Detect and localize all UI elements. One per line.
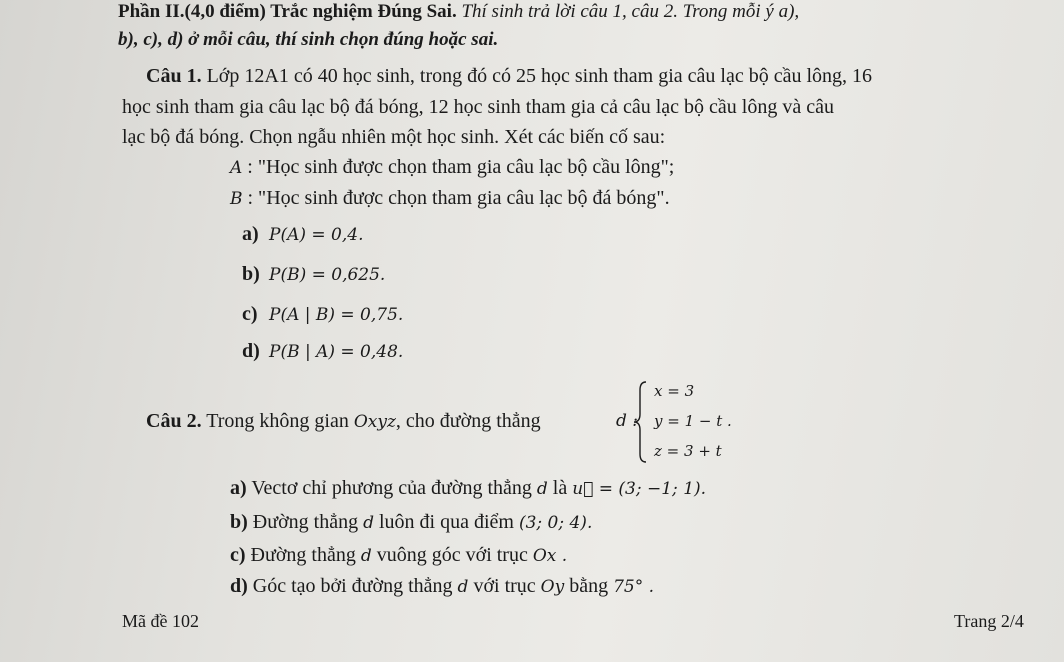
section-instruction: Thí sinh trả lời câu 1, câu 2. Trong mỗi ý a),: [461, 1, 800, 22]
option-letter: b): [230, 511, 248, 533]
q2-option-d: [230, 574, 654, 599]
q1-option-a: [242, 222, 363, 247]
q1-event-b: [230, 186, 670, 211]
option-math: Ox .: [532, 546, 568, 566]
option-letter: c): [242, 303, 258, 325]
option-var: d: [360, 546, 372, 566]
line-system: [618, 380, 758, 464]
system-eq-2: y = 1 − t .: [654, 412, 732, 430]
option-math: u⃗ = (3; −1; 1).: [572, 479, 707, 499]
q1-option-c: [242, 302, 403, 327]
option-text-2: là: [552, 477, 568, 499]
option-math: Oy: [540, 577, 565, 597]
option-text: Góc tạo bởi đường thẳng: [252, 575, 453, 597]
option-letter: b): [242, 263, 260, 285]
q1-text-2: học sinh tham gia câu lạc bộ đá bóng, 12 học sinh tham gia cả câu lạc bộ cầu lông và câu: [122, 96, 834, 118]
option-text: Đường thẳng: [250, 544, 356, 566]
event-a-symbol: A: [230, 158, 243, 178]
option-letter: a): [230, 477, 247, 499]
exam-code: Mã đề 102: [122, 611, 199, 631]
event-b-text: : "Học sinh được chọn tham gia câu lạc bộ đá bóng".: [247, 187, 670, 209]
q2-text: Trong không gian: [206, 410, 349, 432]
q2-option-b: [230, 510, 592, 535]
q1-option-d: [242, 339, 403, 364]
option-math: P(B | A) = 0,48.: [269, 342, 404, 362]
q2-stem: [146, 409, 541, 434]
line-name: d :: [616, 411, 639, 431]
section-header: [118, 0, 799, 24]
option-text-2: luôn đi qua điểm: [378, 511, 514, 533]
q1-line-1: [146, 64, 872, 88]
option-math: P(A) = 0,4.: [269, 225, 364, 245]
option-letter: d): [230, 575, 248, 597]
page-number: Trang 2/4: [954, 611, 1024, 631]
option-var: d: [363, 513, 374, 533]
event-b-symbol: B: [230, 189, 243, 209]
option-text: Vectơ chỉ phương của đường thẳng: [251, 477, 532, 499]
option-var: d: [536, 479, 548, 499]
option-var: d: [457, 577, 469, 597]
q2-label: Câu 2.: [146, 410, 202, 432]
option-letter: d): [242, 340, 260, 362]
system-eq-3: z = 3 + t: [654, 442, 722, 460]
option-letter: a): [242, 223, 259, 245]
option-text-3: bằng: [569, 575, 609, 597]
option-math: P(B) = 0,625.: [269, 265, 386, 285]
q2-option-c: [230, 543, 567, 568]
q1-text-1: Lớp 12A1 có 40 học sinh, trong đó có 25 học sinh tham gia câu lạc bộ cầu lông, 16: [206, 65, 873, 87]
q2-space: Oxyz: [353, 412, 396, 432]
brace-icon: [632, 380, 648, 464]
option-text-2: vuông góc với trục: [376, 544, 528, 566]
option-text-2: với trục: [473, 575, 536, 597]
q2-text-2: , cho đường thẳng: [395, 410, 541, 432]
event-a-text: : "Học sinh được chọn tham gia câu lạc bộ cầu lông";: [247, 156, 675, 178]
option-math: (3; 0; 4).: [518, 513, 593, 533]
q1-text-3: lạc bộ đá bóng. Chọn ngẫu nhiên một học sinh. Xét các biến cố sau:: [122, 126, 666, 148]
q1-event-a: [230, 155, 674, 180]
option-math-2: 75° .: [613, 577, 655, 597]
option-math: P(A | B) = 0,75.: [269, 305, 404, 325]
q2-option-a: [230, 476, 706, 501]
section-title: Phần II.(4,0 điểm) Trắc nghiệm Đúng Sai.: [118, 1, 457, 22]
section-instruction-cont: b), c), d) ở mỗi câu, thí sinh chọn đúng hoặc sai.: [118, 29, 499, 50]
option-letter: c): [230, 544, 246, 566]
system-eq-1: x = 3: [654, 382, 695, 400]
q1-label: Câu 1.: [146, 65, 202, 87]
option-text: Đường thẳng: [252, 511, 359, 533]
q1-option-b: [242, 262, 385, 287]
